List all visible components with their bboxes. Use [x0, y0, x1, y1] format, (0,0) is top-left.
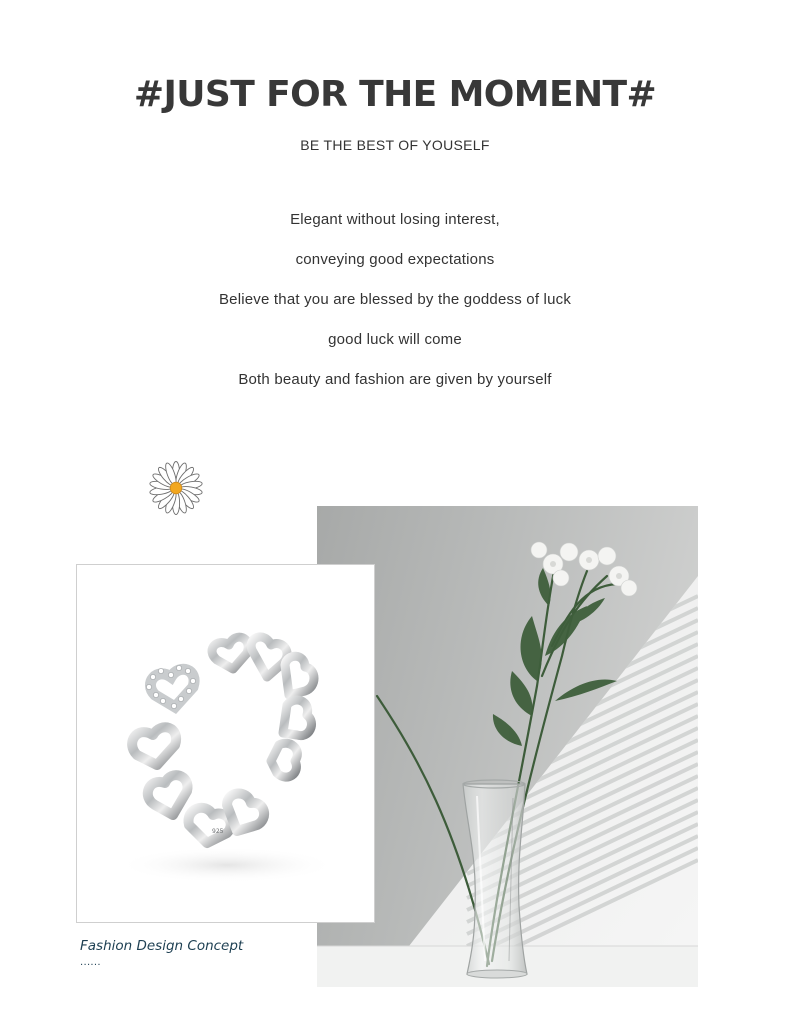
tagline-line: Elegant without losing interest, [290, 211, 500, 228]
product-card [76, 564, 375, 923]
ring-stamp: 925 [212, 828, 224, 835]
ring-image [77, 565, 376, 924]
caption-dots: ...... [80, 957, 101, 968]
tagline-line: Believe that you are blessed by the goddess of luck [218, 291, 572, 308]
caption-title: Fashion Design Concept [80, 938, 244, 954]
tagline-block [0, 200, 790, 400]
daisy-icon [144, 456, 208, 520]
page-title: #JUST FOR THE MOMENT# [133, 74, 657, 115]
tagline-line: Both beauty and fashion are given by yourself [238, 371, 552, 388]
page-subtitle: BE THE BEST OF YOUSELF [300, 137, 490, 153]
tagline-line: conveying good expectations [295, 251, 495, 268]
tagline-line: good luck will come [328, 331, 462, 348]
